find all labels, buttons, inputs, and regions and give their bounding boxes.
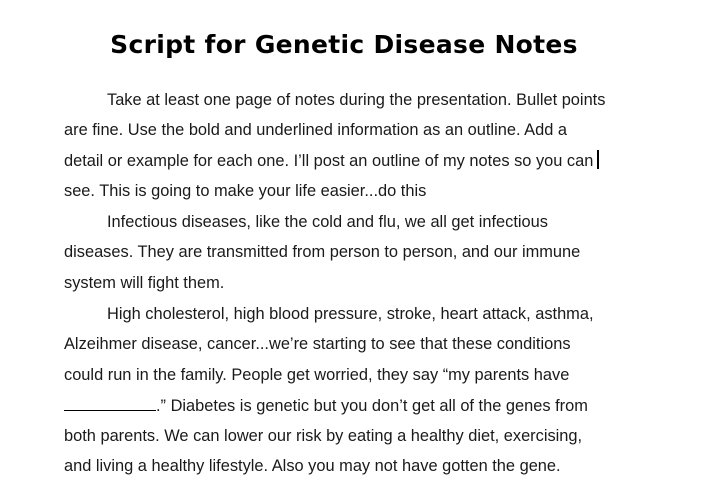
document-title: Script for Genetic Disease Notes bbox=[110, 30, 578, 59]
paragraph-1-line-4: see. This is going to make your life easier...do this bbox=[64, 182, 427, 200]
paragraph-3-line-4 bbox=[64, 395, 588, 417]
paragraph-3-line-5: both parents. We can lower our risk by eating a healthy diet, exercising, bbox=[64, 427, 583, 445]
paragraph-3-line-3: could run in the family. People get worried, they say “my parents have bbox=[64, 366, 570, 384]
paragraph-3-line-1: High cholesterol, high blood pressure, stroke, heart attack, asthma, bbox=[107, 305, 594, 323]
paragraph-3-line-2: Alzeihmer disease, cancer...we’re starting to see that these conditions bbox=[64, 335, 571, 353]
paragraph-1-line-2: are fine. Use the bold and underlined information as an outline. Add a bbox=[64, 121, 567, 139]
fill-in-blank bbox=[64, 396, 156, 411]
paragraph-2-line-3: system will fight them. bbox=[64, 274, 225, 292]
paragraph-2-line-2: diseases. They are transmitted from person to person, and our immune bbox=[64, 243, 581, 261]
paragraph-2-line-1: Infectious diseases, like the cold and flu, we all get infectious bbox=[107, 213, 548, 231]
paragraph-1-line-1: Take at least one page of notes during the presentation. Bullet points bbox=[107, 91, 606, 109]
text-cursor bbox=[597, 150, 599, 169]
paragraph-3-line-6: and living a healthy lifestyle. Also you may not have gotten the gene. bbox=[64, 457, 561, 475]
paragraph-3-line-4-text: .” Diabetes is genetic but you don’t get all of the genes from bbox=[156, 397, 588, 415]
paragraph-1-line-3 bbox=[64, 150, 599, 172]
paragraph-1-line-3-text: detail or example for each one. I’ll post an outline of my notes so you can bbox=[64, 152, 594, 170]
